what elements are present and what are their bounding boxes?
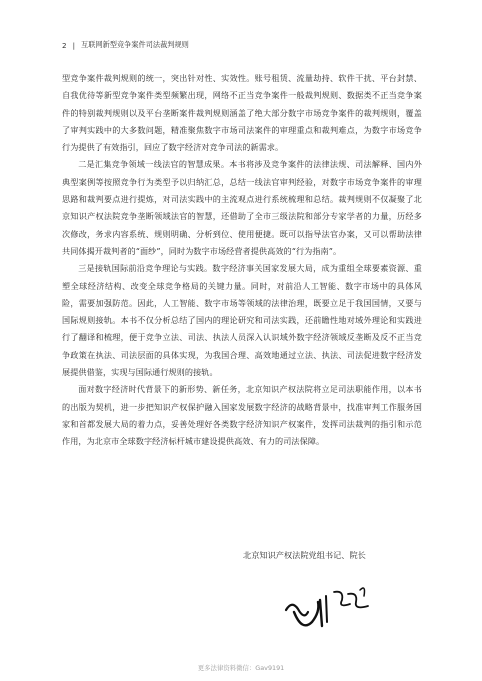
book-title: 互联网新型竞争案件司法裁判规则 — [81, 40, 189, 49]
paragraph-4: 面对数字经济时代背景下的新形势、新任务，北京知识产权法院将立足司法职能作用，以本书的出版为契机，进一步把知识产权保护融入国家发展数字经济的战略背景中，找准审判工作服务国家和首都发展大局的着力点，妥善处理好各类数字经济知识产权案件，发挥司法裁判的指引和示范作用，为北京市全球数字经济标杆城市建设提供高效、有力的司法保障。 — [62, 384, 422, 447]
watermark-footer: 更多法律资料微信：Gav9191 — [197, 664, 285, 672]
paragraph-3: 三是接轨国际前沿竞争理论与实践。数字经济事关国家发展大局，成为重组全球要素资源、重塑全球经济结构、改变全球竞争格局的关键力量。同时，对前沿人工智能、数字市场中的具体风险，需要加强防范。因此，人工智能、数字市场等领域的法律治理，既要立足于我国国情，又要与国际规则接轨。本书不仅分析总结了国内的理论研究和司法实践，还前瞻性地对域外理论和实践进行了翻译和梳理，便于竞争立法、司法、执法人员深入认识域外数字经济领域反垄断及反不正当竞争政策在执法、司法层面的具体实现，为我国合理、高效地通过立法、执法、司法促进数字经济发展提供借鉴，实现与国际通行规则的接轨。 — [62, 263, 422, 378]
paragraph-1: 型竞争案件裁判规则的统一，突出针对性、实效性。账号租赁、流量劫持、软件干扰、平台封禁、自我优待等新型竞争案件类型频繁出现，网络不正当竞争案件一般裁判规则、数据类不正当竞争案件的特别裁判规则以及平台垄断案件裁判规则涵盖了绝大部分数字市场竞争案件的裁判规则，覆盖了审判实践中的大多数问题，精准聚焦数字市场司法案件的审理重点和裁判难点，为数字市场竞争行为提供了有效指引，回应了数字经济对竞争司法的新需求。 — [62, 73, 422, 153]
header-separator: | — [72, 40, 75, 50]
running-header — [62, 40, 189, 50]
body-text — [62, 70, 422, 451]
signatory-title: 北京知识产权法院党组书记、院长 — [243, 550, 366, 560]
paragraph-2: 二是汇集竞争领域一线法官的智慧成果。本书将涉及竞争案件的法律法规、司法解释、国内外典型案例等按照竞争行为类型予以归纳汇总，总结一线法官审判经验，对数字市场竞争案件的审理思路和裁判要点进行提炼，对司法实践中的主流观点进行系统梳理和总结。裁判规则不仅凝聚了北京知识产权法院竞争垄断领域法官的智慧，还借助了全市三级法院和部分专家学者的力量，历经多次修改，务求内容系统、规则明确、分析到位、使用便捷。既可以指导法官办案，又可以帮助法律共同体揭开裁判者的“面纱”，同时为数字市场经营者提供高效的“行为指南”。 — [62, 159, 422, 256]
page-number: 2 — [62, 40, 67, 50]
handwritten-signature — [282, 582, 377, 637]
